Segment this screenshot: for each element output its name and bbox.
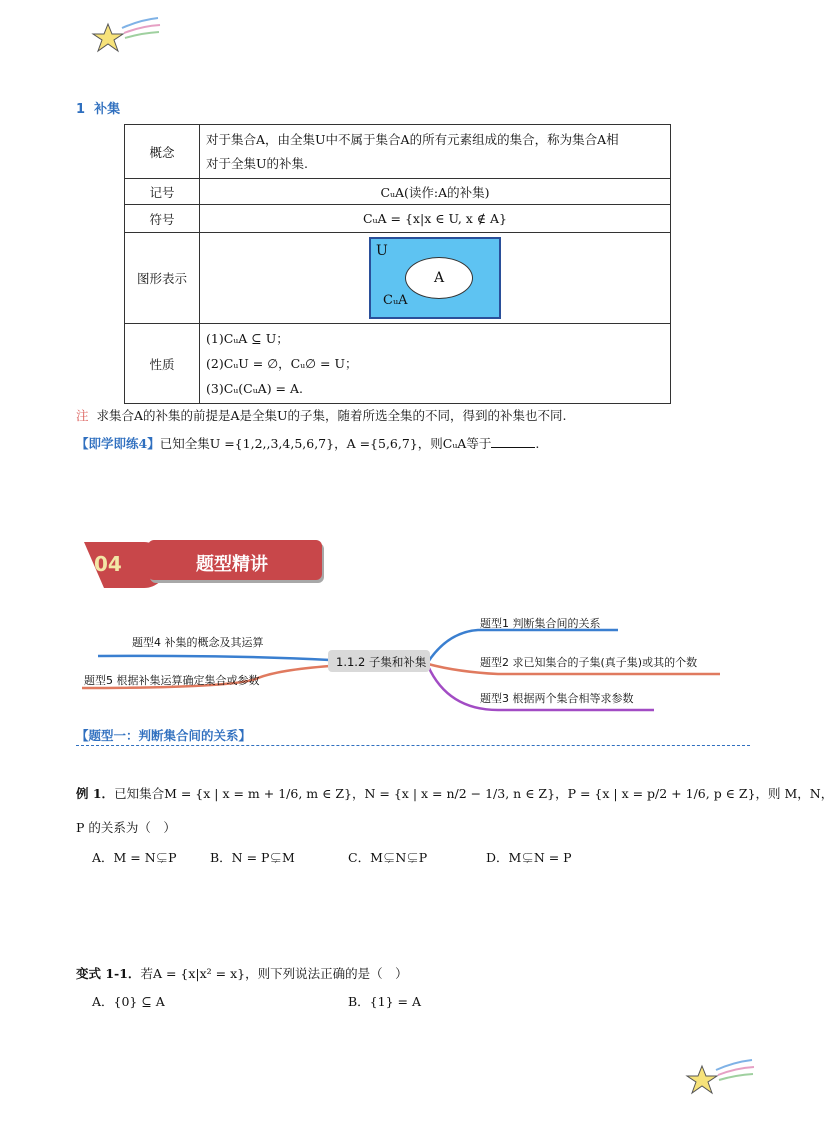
type1-heading: 【题型一：判断集合间的关系】 [76, 728, 252, 743]
variant-text: 若A = {x|x² = x}，则下列说法正确的是（ ） [140, 966, 408, 981]
table-row [125, 233, 671, 324]
mindmap-branch: 题型5 根据补集运算确定集合或参数 [84, 674, 260, 687]
complement-definition-table [124, 124, 671, 404]
option-c[interactable]: C．M⊊N⊊P [348, 850, 428, 865]
banner-title: 题型精讲 [196, 554, 268, 575]
table-row [125, 125, 671, 179]
example1-line2: P 的关系为（ ） [76, 820, 176, 835]
venn-set-a [405, 257, 473, 299]
notation-label: 记号 [125, 179, 200, 205]
figure-label: 图形表示 [125, 233, 200, 324]
mindmap-branch: 题型3 根据两个集合相等求参数 [480, 692, 634, 705]
concept-text-line1: 对于集合A，由全集U中不属于集合A的所有元素组成的集合，称为集合A相 [206, 131, 619, 147]
venn-set-a-label: A [433, 270, 445, 286]
answer-blank[interactable] [491, 435, 535, 448]
note-mark: 注 [76, 408, 89, 423]
section-number: 1 [76, 102, 86, 117]
example-label: 例 1． [76, 786, 115, 801]
figure-cell [200, 233, 671, 324]
option-b[interactable]: B．N = P⊊M [210, 850, 295, 865]
venn-universe-label: U [376, 243, 388, 259]
mindmap-branch: 题型4 补集的概念及其运算 [132, 636, 264, 649]
property-list [200, 324, 671, 404]
banner-number: 04 [94, 552, 122, 576]
notation-text: CᵤA(读作:A的补集) [200, 179, 671, 205]
mindmap-center: 1.1.2 子集和补集 [336, 655, 427, 669]
variant-option-b[interactable]: B．{1} = A [348, 994, 421, 1009]
set-m: M = {x | x = m + 1/6, m ∈ Z} [164, 786, 352, 801]
mindmap-branch: 题型1 判断集合间的关系 [480, 617, 601, 630]
practice-tag: 【即学即练4】 [76, 436, 160, 451]
table-row [125, 324, 671, 404]
star-decoration-icon [92, 16, 164, 58]
variant-option-a[interactable]: A．{0} ⊆ A [92, 994, 165, 1009]
concept-text-line2: 对于全集U的补集. [206, 155, 309, 171]
practice-end: . [535, 436, 540, 451]
practice-text: 已知全集U ={1,2,,3,4,5,6,7}，A ={5,6,7}，则CᵤA等于 [159, 436, 492, 451]
option-a[interactable]: A．M = N⊊P [92, 850, 177, 865]
option-d[interactable]: D．M⊊N = P [486, 850, 572, 865]
venn-complement-label: CᵤA [383, 293, 408, 308]
concept-label: 概念 [125, 125, 200, 179]
venn-diagram [369, 237, 501, 319]
symbol-text: CᵤA = {x|x ∈ U, x ∉ A} [200, 205, 671, 233]
star-decoration-icon [686, 1058, 758, 1100]
note [76, 406, 567, 424]
section-banner [78, 538, 328, 596]
property-item: (2)CᵤU = ∅，Cᵤ∅ = U； [206, 356, 358, 371]
property-item: (3)Cᵤ(CᵤA) = A. [206, 381, 304, 396]
property-label: 性质 [125, 324, 200, 404]
property-item: (1)CᵤA ⊆ U； [206, 331, 289, 346]
variant-question [76, 964, 408, 982]
table-row [125, 179, 671, 205]
section-title-text: 补集 [94, 102, 121, 117]
mindmap-branch: 题型2 求已知集合的子集(真子集)或其的个数 [480, 656, 698, 669]
note-text: 求集合A的补集的前提是A是全集U的子集，随着所选全集的不同，得到的补集也不同. [96, 408, 567, 423]
set-p: P = {x | x = p/2 + 1/6, p ∈ Z} [567, 786, 756, 801]
example-intro: 已知集合 [114, 786, 165, 801]
example-tail: ，则 M，N， [755, 786, 833, 801]
table-row [125, 205, 671, 233]
symbol-label: 符号 [125, 205, 200, 233]
variant-label: 变式 1-1． [76, 966, 141, 981]
set-n: N = {x | x = n/2 − 1/3, n ∈ Z} [364, 786, 556, 801]
dashed-divider [76, 745, 750, 746]
example1-question: 例 1．已知集合M = {x | x = m + 1/6, m ∈ Z}，N = {x | x = n/2 − 1/3, n ∈ Z}，P = {x | x = p/2 + 1/6, p ∈ Z}，则 M，N， [76, 786, 833, 801]
practice-question [76, 434, 539, 452]
section-title [76, 98, 120, 117]
concept-text [200, 125, 671, 179]
